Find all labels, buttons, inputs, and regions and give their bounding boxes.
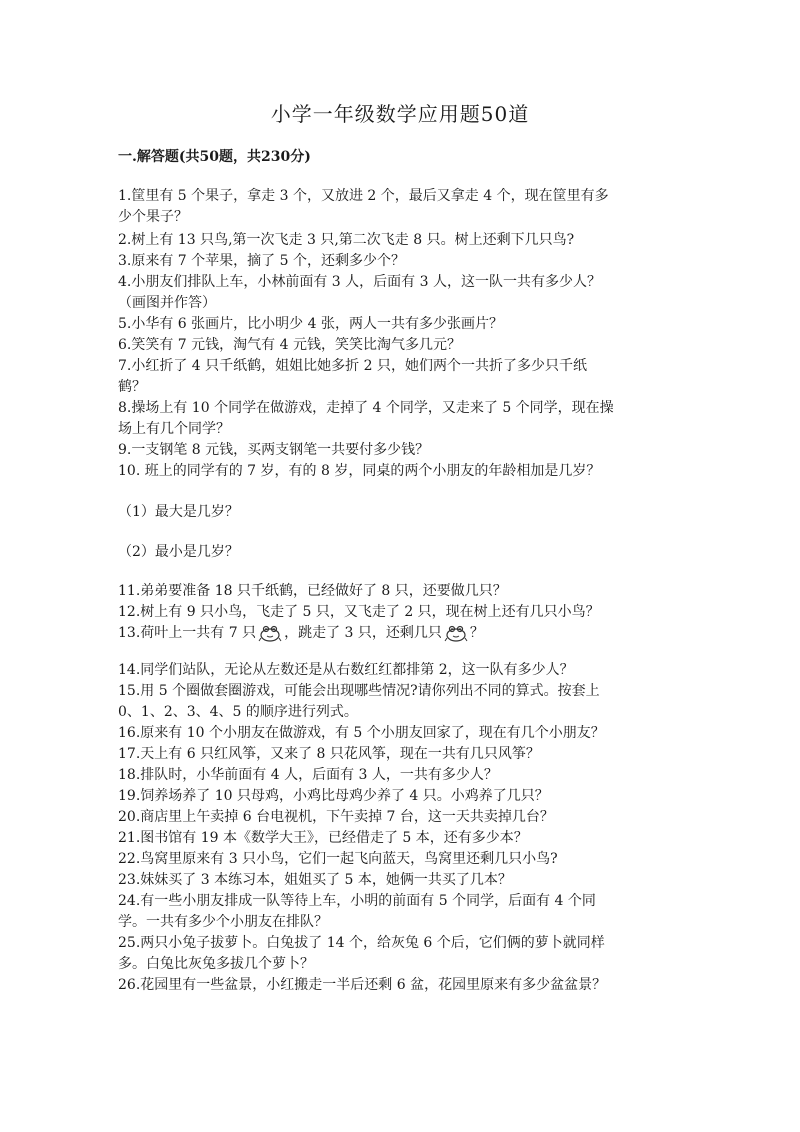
- question-7: 7.小红折了 4 只千纸鹤，姐姐比她多折 2 只，她们两个一共折了多少只千纸 鹤？: [118, 358, 587, 395]
- question-2: 2.树上有 13 只鸟,第一次飞走 3 只,第二次飞走 8 只。树上还剩下几只鸟?: [118, 232, 575, 248]
- question-16: 16.原来有 10 个小朋友在做游戏，有 5 个小朋友回家了，现在有几个小朋友？: [118, 725, 605, 741]
- question-4: 4.小朋友们排队上车，小林前面有 3 人，后面有 3 人，这一队一共有多少人？ （画图并作答）: [118, 274, 601, 311]
- question-10-part-2: （2）最小是几岁？: [118, 544, 239, 560]
- question-3: 3.原来有 7 个苹果，摘了 5 个，还剩多少个？: [118, 253, 405, 269]
- question-25: 25.两只小兔子拔萝卜。白兔拔了 14 个，给灰兔 6 个后，它们俩的萝卜就同样 多。白兔比灰兔多拔几个萝卜？: [118, 935, 605, 972]
- question-24: 24.有一些小朋友排成一队等待上车，小明的前面有 5 个同学，后面有 4 个同 学。一共有多少个小朋友在排队？: [118, 893, 596, 930]
- question-14: 14.同学们站队，无论从左数还是从右数红红都排第 2，这一队有多少人？: [118, 662, 574, 678]
- question-9: 9.一支钢笔 8 元钱，买两支钢笔一共要付多少钱？: [118, 442, 430, 458]
- question-10: 10. 班上的同学有的 7 岁，有的 8 岁，同桌的两个小朋友的年龄相加是几岁？: [118, 463, 601, 479]
- question-17: 17.天上有 6 只红风筝，又来了 8 只花风筝，现在一共有几只风筝？: [118, 746, 540, 762]
- question-23: 23.妹妹买了 3 本练习本，姐姐买了 5 本，她俩一共买了几本？: [118, 872, 512, 888]
- question-22: 22.鸟窝里原来有 3 只小鸟，它们一起飞向蓝天，鸟窝里还剩几只小鸟?: [118, 851, 558, 867]
- question-13: 13.荷叶上一共有 7 只 ，跳走了 3 只，还剩几只 ？: [118, 625, 484, 641]
- question-10-part-1: （1）最大是几岁？: [118, 504, 239, 520]
- question-1: 1.筐里有 5 个果子，拿走 3 个，又放进 2 个，最后又拿走 4 个，现在筐里有多 少个果子？: [118, 188, 609, 225]
- question-5: 5.小华有 6 张画片，比小明少 4 张，两人一共有多少张画片？: [118, 316, 503, 332]
- question-15: 15.用 5 个圈做套圈游戏，可能会出现哪些情况?请你列出不同的算式。按套上 0、1、2、3、4、5 的顺序进行列式。: [118, 683, 600, 720]
- section-heading: 一.解答题(共50题，共230分): [118, 149, 311, 165]
- question-19: 19.饲养场养了 10 只母鸡，小鸡比母鸡少养了 4 只。小鸡养了几只？: [118, 788, 549, 804]
- question-26: 26.花园里有一些盆景，小红搬走一半后还剩 6 盆，花园里原来有多少盆盆景？: [118, 977, 607, 993]
- question-20: 20.商店里上午卖掉 6 台电视机，下午卖掉 7 台，这一天共卖掉几台？: [118, 809, 554, 825]
- page-title: 小学一年级数学应用题50道: [270, 102, 530, 126]
- question-21: 21.图书馆有 19 本《数学大王》，已经借走了 5 本，还有多少本？: [118, 830, 528, 846]
- question-8: 8.操场上有 10 个同学在做游戏，走掉了 4 个同学，又走来了 5 个同学，现在操 场上有几个同学？: [118, 400, 614, 437]
- question-18: 18.排队时，小华前面有 4 人，后面有 3 人，一共有多少人？: [118, 767, 498, 783]
- question-11: 11.弟弟要准备 18 只千纸鹤，已经做好了 8 只，还要做几只？: [118, 583, 507, 599]
- frog-icon: [258, 623, 282, 643]
- frog-icon: [444, 623, 468, 643]
- question-12: 12.树上有 9 只小鸟，飞走了 5 只，又飞走了 2 只，现在树上还有几只小鸟？: [118, 604, 600, 620]
- question-6: 6.笑笑有 7 元钱，淘气有 4 元钱，笑笑比淘气多几元？: [118, 337, 461, 353]
